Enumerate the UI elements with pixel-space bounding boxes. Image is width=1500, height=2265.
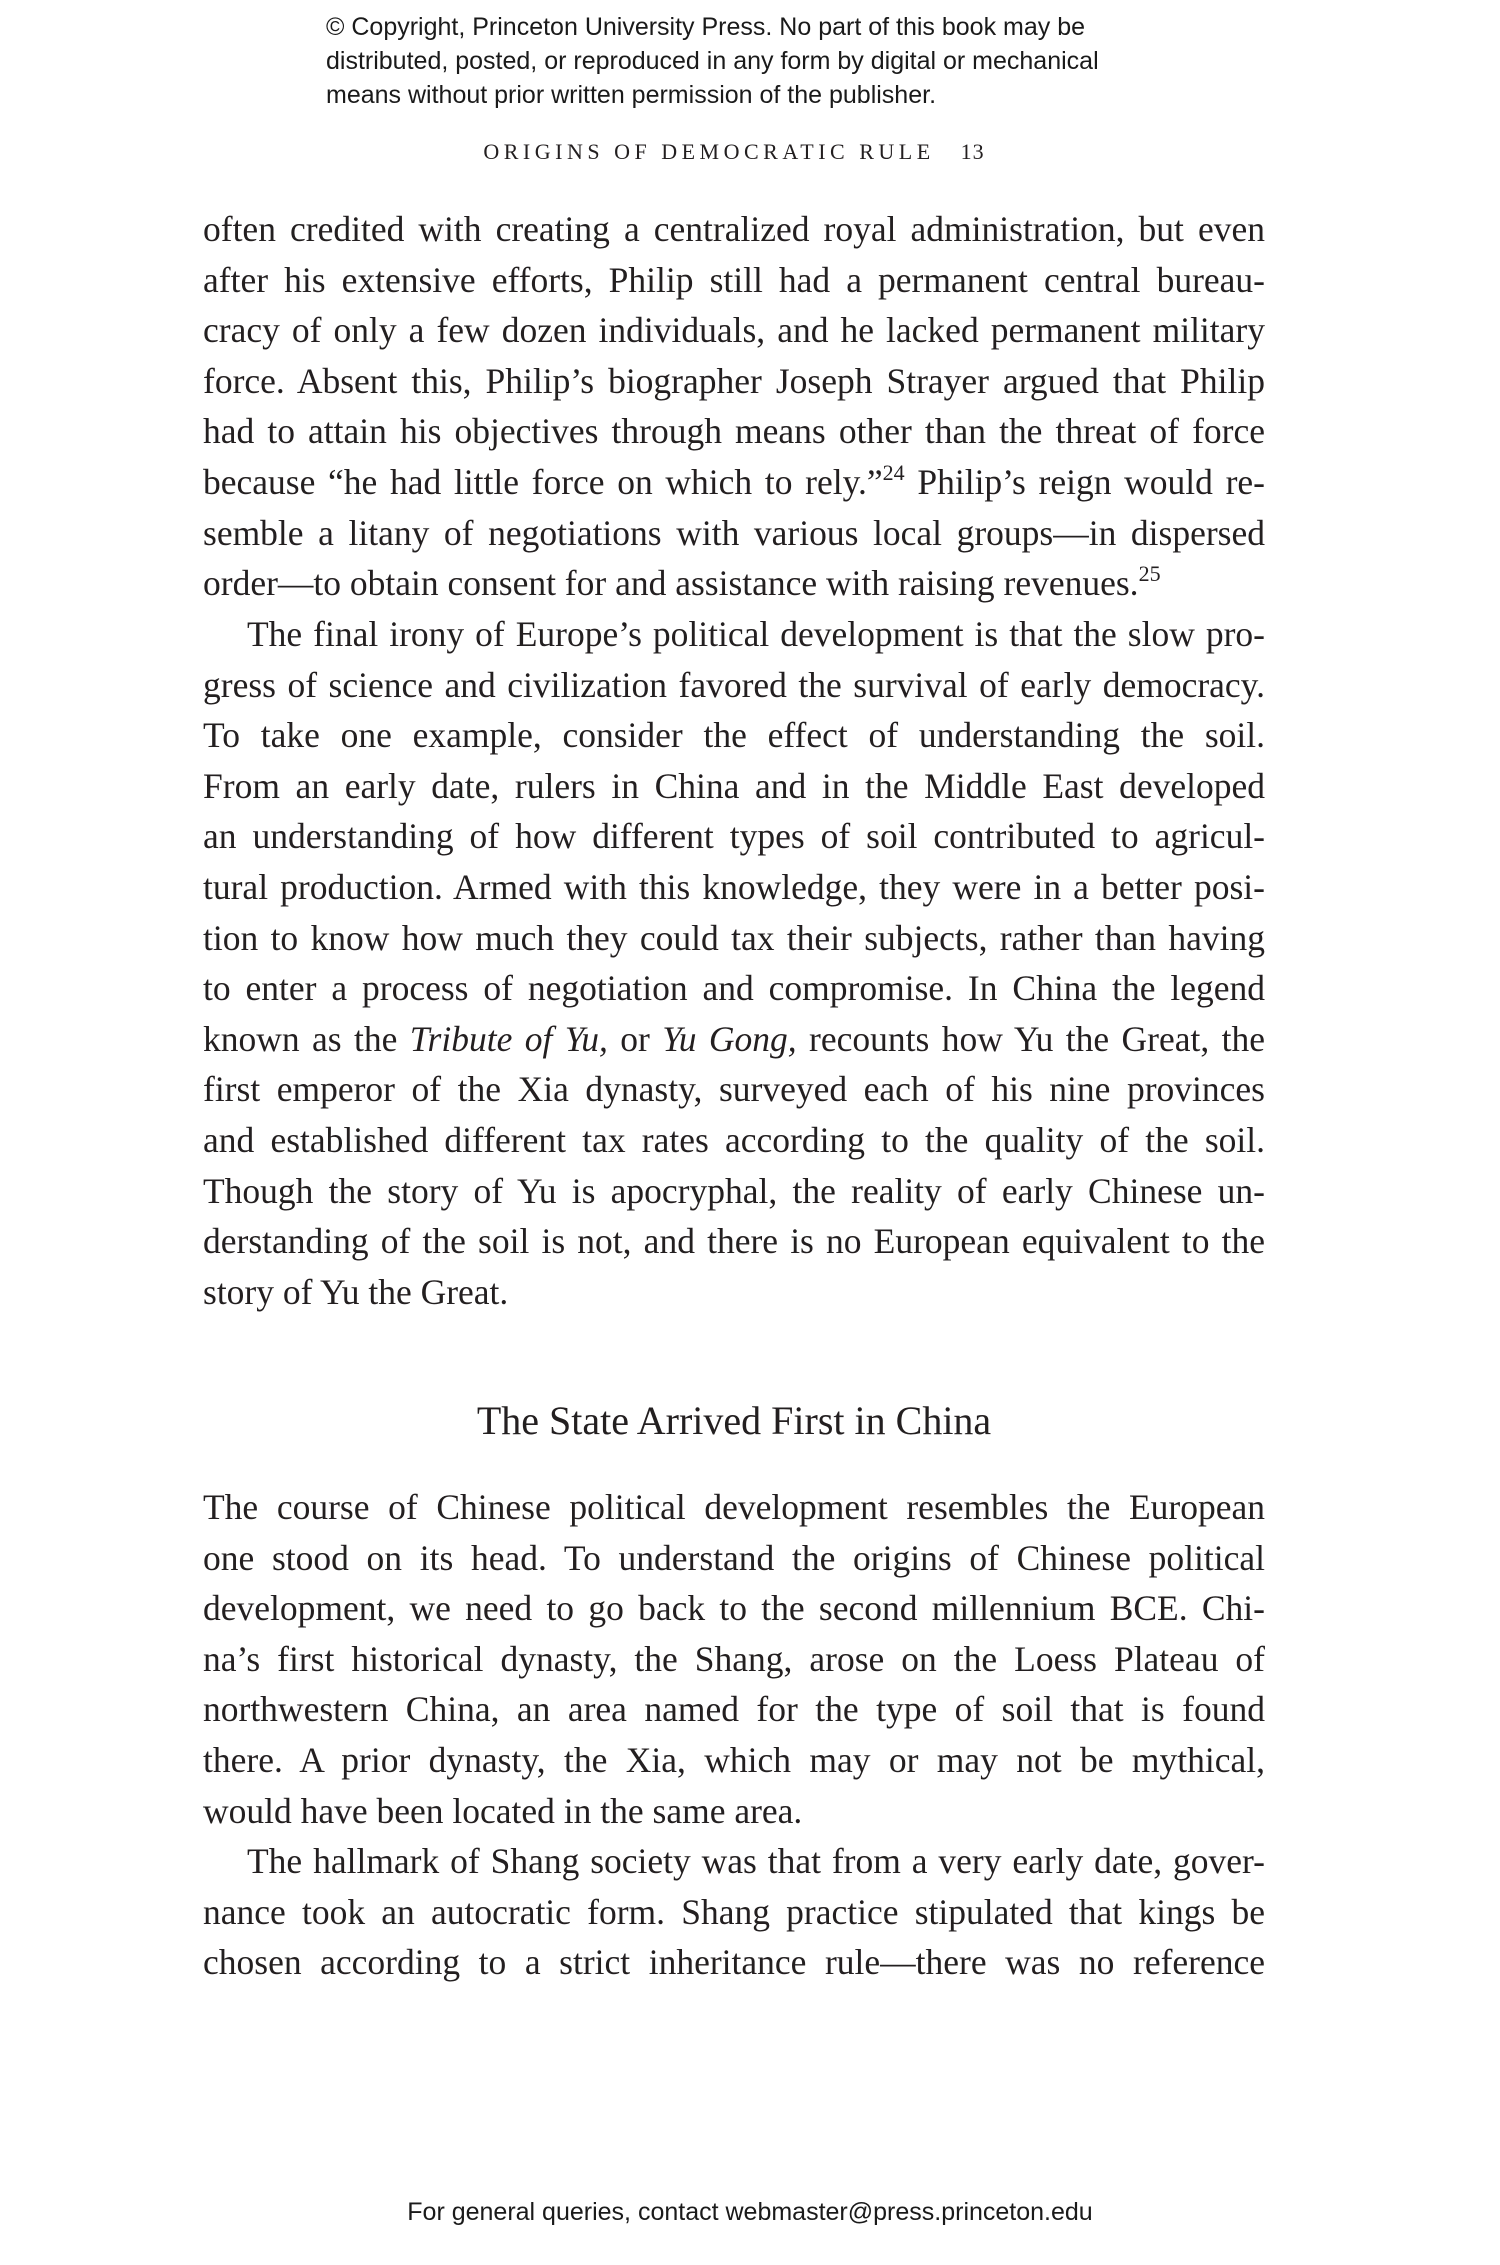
footer-contact: For general queries, contact webmaster@press.princeton.edu (407, 2198, 1093, 2226)
copyright-line: means without prior written permission of the publisher. (326, 81, 937, 109)
text-line: story of Yu the Great. (203, 1271, 509, 1312)
text-line: force. Absent this, Philip’s biographer Joseph Strayer argued that Philip (203, 360, 1265, 401)
copyright-notice (326, 10, 1226, 112)
paragraph-4 (203, 1836, 1265, 1988)
text-line: first emperor of the Xia dynasty, surveyed each of his nine provinces (203, 1069, 1265, 1110)
text-line: would have been located in the same area. (203, 1790, 803, 1831)
text-line: chosen according to a strict inheritance rule—there was no reference (203, 1942, 1265, 1983)
text-line: one stood on its head. To understand the origins of Chinese political (203, 1537, 1265, 1578)
text-line: To take one example, consider the effect of understanding the soil. (203, 715, 1265, 756)
text-line: From an early date, rulers in China and in the Middle East developed (203, 765, 1265, 806)
text-line: to enter a process of negotiation and compromise. In China the legend (203, 968, 1265, 1009)
text-line: development, we need to go back to the second millennium BCE. Chi- (203, 1588, 1265, 1629)
text-span: or (607, 1018, 663, 1059)
paragraph-1 (203, 204, 1265, 609)
text-line: there. A prior dynasty, the Xia, which may or may not be mythical, (203, 1739, 1265, 1780)
section-heading: The State Arrived First in China (476, 1398, 992, 1443)
running-head (203, 139, 1265, 165)
text-line: an understanding of how different types of soil contributed to agricul- (203, 816, 1265, 857)
paragraph-3 (203, 1482, 1265, 1836)
text-line: gress of science and civilization favored the survival of early democracy. (203, 664, 1265, 705)
page-number: 13 (960, 139, 985, 164)
text-span: Philip’s reign would re- (904, 461, 1265, 502)
text-line (203, 558, 1265, 609)
footnote-marker: 24 (882, 459, 905, 485)
text-line: semble a litany of negotiations with various local groups—in dispersed (203, 512, 1265, 553)
text-line: derstanding of the soil is not, and there is no European equivalent to the (203, 1221, 1265, 1262)
text-line: after his extensive efforts, Philip still had a permanent central bureau- (203, 259, 1265, 300)
paragraph-2 (203, 609, 1265, 1317)
text-line: and established different tax rates according to the quality of the soil. (203, 1119, 1265, 1160)
italic-title: Yu Gong, (662, 1018, 797, 1059)
text-span: order—to obtain consent for and assistance with raising revenues. (203, 563, 1139, 604)
text-line (203, 1014, 1265, 1065)
running-title: ORIGINS OF DEMOCRATIC RULE (483, 139, 935, 164)
italic-title: Tribute of Yu, (409, 1018, 608, 1059)
text-line: tural production. Armed with this knowledge, they were in a better posi- (203, 866, 1265, 907)
text-line: often credited with creating a centralized royal administration, but even (203, 209, 1265, 249)
text-line: nance took an autocratic form. Shang practice stipulated that kings be (203, 1891, 1265, 1932)
text-span: known as the (203, 1018, 410, 1059)
text-line: northwestern China, an area named for the type of soil that is found (203, 1689, 1265, 1730)
text-line: had to attain his objectives through means other than the threat of force (203, 411, 1265, 452)
text-line: The hallmark of Shang society was that from a very early date, gover- (247, 1841, 1265, 1881)
copyright-line: © Copyright, Princeton University Press. No part of this book may be (326, 13, 1086, 41)
text-line: Though the story of Yu is apocryphal, the reality of early Chinese un- (203, 1170, 1265, 1211)
text-line: cracy of only a few dozen individuals, and he lacked permanent military (203, 310, 1265, 351)
text-line (203, 457, 1265, 508)
text-span: because “he had little force on which to rely.” (203, 461, 883, 502)
text-line: tion to know how much they could tax their subjects, rather than having (203, 917, 1265, 958)
text-span: recounts how Yu the Great, the (796, 1018, 1266, 1059)
copyright-line: distributed, posted, or reproduced in any form by digital or mechanical (326, 47, 1099, 75)
footnote-marker: 25 (1138, 561, 1161, 587)
text-line: The course of Chinese political development resembles the European (203, 1487, 1265, 1527)
text-line: The final irony of Europe’s political development is that the slow pro- (247, 614, 1265, 654)
text-line: na’s first historical dynasty, the Shang, arose on the Loess Plateau of (203, 1638, 1265, 1679)
